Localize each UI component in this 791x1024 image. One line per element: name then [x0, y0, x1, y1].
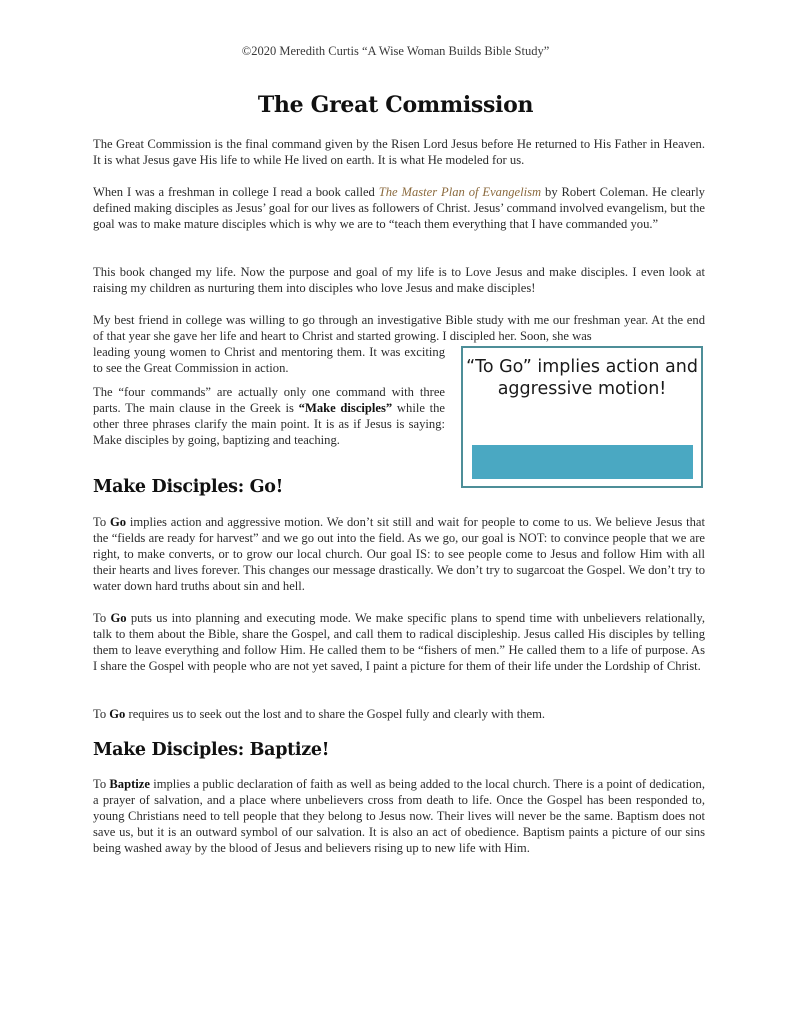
- go-p1-lead: To: [93, 515, 110, 529]
- copyright-header: ©2020 Meredith Curtis “A Wise Woman Builds Bible Study”: [241, 44, 550, 58]
- intro-p5-text-b: while the other three phrases clarify the main point. It is as if Jesus is saying: Make disciples by going, baptizing and teaching.: [93, 401, 445, 447]
- make-disciples-emphasis: “Make disciples”: [298, 401, 393, 415]
- go-paragraph-3: [93, 706, 705, 722]
- intro-p2-text-a: When I was a freshman in college I read a book called: [93, 185, 379, 199]
- go-p3-lead: To: [93, 707, 110, 721]
- go-paragraph-1: [93, 514, 705, 594]
- baptize-p1-text: implies a public declaration of faith as well as being added to the local church. There is a point of dedication, a prayer of salvation, and a place where unbelievers cross from death to life. Once the Gospel has been responded to, young Christians need to tell people that they belong to Jesus now. Their lives will never be the same. Baptism does not save us, but it is an outward symbol of our salvation. It is also an act of obedience. Baptism paints a picture of our sins being washed away by the blood of Jesus and believers rising up to new life with Him.: [93, 777, 705, 855]
- section-heading-go: Make Disciples: Go!: [93, 477, 284, 497]
- go-emphasis: Go: [109, 707, 126, 721]
- intro-p5-text-a: The “four commands” are actually only one command with three parts. The main clause in the Greek is: [93, 385, 445, 415]
- page-title: The Great Commission: [257, 92, 534, 118]
- intro-p2-text-b: by Robert Coleman. He clearly defined making disciples as Jesus’ goal for our lives as followers of Christ. Jesus’ command involved evangelism, but the goal was to make mature disciples which is why we are to “teach them everything that I have commanded you.”: [93, 185, 705, 231]
- intro-paragraph-1: The Great Commission is the final command given by the Risen Lord Jesus before He returned to His Father in Heaven. It is what Jesus gave His life to while He lived on earth. It is what He modeled for us.: [93, 137, 705, 167]
- intro-paragraph-2: [93, 184, 705, 232]
- callout-text: “To Go” implies action and aggressive motion!: [466, 357, 698, 399]
- go-p1-text: implies action and aggressive motion. We don’t sit still and wait for people to come to us. We believe Jesus that the “fields are ready for harvest” and we go out into the field. As we go, our goal is NOT: to convince people that we are right, to make converts, or to grow our local church. Our goal IS: to see people come to Jesus and follow Him with all their hearts and lives forever. This changes our message drastically. We don’t try to sugarcoat the Gospel. We don’t try to water down hard truths about sin and hell.: [93, 515, 706, 593]
- baptize-emphasis: Baptize: [109, 777, 150, 791]
- go-emphasis: Go: [109, 515, 127, 529]
- intro-paragraph-4-continued: leading young women to Christ and mentoring them. It was exciting to see the Great Commission in action.: [93, 345, 445, 375]
- baptize-p1-lead: To: [93, 777, 110, 791]
- book-title: The Master Plan of Evangelism: [378, 185, 542, 199]
- section-heading-baptize: Make Disciples: Baptize!: [93, 740, 330, 760]
- intro-paragraph-4: My best friend in college was willing to go through an investigative Bible study with me our freshman year. At the end of that year she gave her life and heart to Christ and started growing. I discipled her. Soon, she was: [93, 313, 705, 343]
- baptize-paragraph-1: [93, 776, 705, 856]
- go-paragraph-2: [93, 610, 705, 674]
- go-p3-text: requires us to seek out the lost and to share the Gospel fully and clearly with them.: [125, 707, 546, 721]
- callout-accent-bar: [472, 445, 693, 479]
- go-emphasis: Go: [110, 611, 127, 625]
- pull-quote-callout: [461, 346, 703, 488]
- go-p2-lead: To: [93, 611, 111, 625]
- intro-paragraph-3: This book changed my life. Now the purpose and goal of my life is to Love Jesus and make disciples. I even look at raising my children as nurturing them into disciples who love Jesus and make disciples!: [93, 265, 705, 295]
- go-p2-text: puts us into planning and executing mode. We make specific plans to spend time with unbelievers relationally, talk to them about the Bible, share the Gospel, and call them to radical discipleship. Jesus called His disciples by telling them to leave everything and follow Him. He called them to be “fishers of men.” He called them to a life of purpose. As I share the Gospel with people who are not yet saved, I paint a picture for them of their life under the Lordship of Christ.: [93, 611, 705, 673]
- intro-paragraph-5: [93, 384, 445, 448]
